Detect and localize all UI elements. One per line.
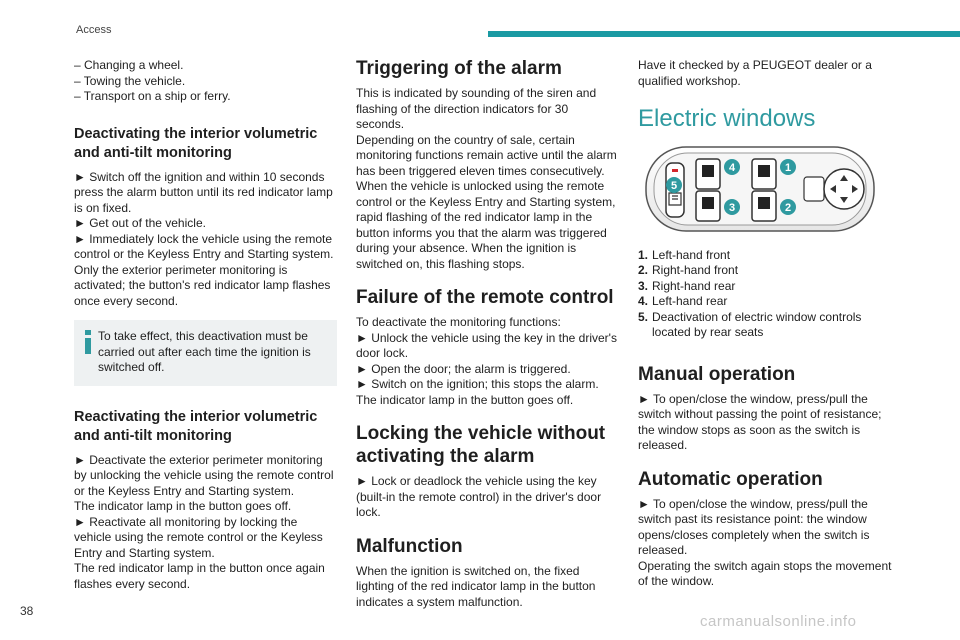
malfunction-heading: Malfunction xyxy=(356,535,463,557)
callout-label: 4 xyxy=(728,162,736,174)
callout-label: 1 xyxy=(784,162,792,174)
column-left xyxy=(74,58,337,592)
manual-operation-heading: Manual operation xyxy=(638,363,796,385)
paragraph: Operating the switch again stops the movement of the window. xyxy=(638,558,892,588)
paragraph: The indicator lamp in the button goes off. xyxy=(356,392,574,407)
section-title: Access xyxy=(76,24,112,36)
paragraph: ► Reactivate all monitoring by locking the vehicle using the remote control or the Keyless Entry and Starting system. xyxy=(74,514,323,560)
list-item: – Transport on a ship or ferry. xyxy=(74,89,337,105)
callout-label: 2 xyxy=(784,202,792,214)
info-icon xyxy=(85,330,91,354)
info-box xyxy=(74,320,337,386)
paragraph: ► Switch off the ignition and within 10 seconds press the alarm button until its red indicator lamp is on fixed. xyxy=(74,169,333,215)
paragraph: The indicator lamp in the button goes off. xyxy=(74,499,292,513)
list-item: 3. Right-hand rear xyxy=(638,278,736,293)
list-item: – Changing a wheel. xyxy=(74,58,337,74)
list-item: – Towing the vehicle. xyxy=(74,74,337,90)
paragraph: ► Deactivate the exterior perimeter monitoring by unlocking the vehicle using the remote control or the Keyless Entry and Starting system. xyxy=(74,452,334,498)
paragraph: ► To open/close the window, press/pull the switch without passing the point of resistance; the window stops as soon as the switch is released. xyxy=(638,391,882,452)
paragraph: To deactivate the monitoring functions: xyxy=(356,315,561,329)
page-number: 38 xyxy=(20,604,34,618)
paragraph: ► Immediately lock the vehicle using the remote control or the Keyless Entry and Starting system. xyxy=(74,231,334,261)
paragraph: ► Switch on the ignition; this stops the alarm. xyxy=(356,377,599,391)
list-item: 1. Left-hand front xyxy=(638,247,731,262)
column-middle xyxy=(356,58,619,610)
info-text: To take effect, this deactivation must be carried out after each time the ignition is switched off. xyxy=(98,329,311,374)
paragraph: When the ignition is switched on, the fixed lighting of the red indicator lamp in the button indicates a system malfunction. xyxy=(356,563,596,609)
list-item: 2. Right-hand front xyxy=(638,263,739,277)
paragraph: Only the exterior perimeter monitoring is activated; the button's red indicator lamp flashes once every second. xyxy=(74,262,331,308)
paragraph: This is indicated by sounding of the siren and flashing of the direction indicators for 30 seconds. xyxy=(356,86,597,131)
paragraph: The red indicator lamp in the button once again flashes every second. xyxy=(74,561,325,591)
indicator-lamp-icon xyxy=(672,169,678,172)
paragraph: ► Lock or deadlock the vehicle using the key (built-in the remote control) in the driver's door lock. xyxy=(356,474,602,519)
paragraph: ► Open the door; the alarm is triggered. xyxy=(356,361,571,376)
paragraph: ► To open/close the window, press/pull the switch past its resistance point: the window opens/closes completely when the switch is released. xyxy=(638,496,870,557)
electric-windows-heading: Electric windows xyxy=(638,105,816,132)
list-item: 4. Left-hand rear xyxy=(638,294,728,308)
intro-list xyxy=(74,58,337,105)
paragraph: ► Unlock the vehicle using the key in the driver's door lock. xyxy=(356,330,617,360)
reactivating-heading: Reactivating the interior volumetric and anti-tilt monitoring xyxy=(74,408,318,444)
header-accent-bar xyxy=(488,31,960,37)
paragraph: ► Get out of the vehicle. xyxy=(74,216,206,230)
watermark: carmanualsonline.info xyxy=(700,613,857,630)
triggering-heading: Triggering of the alarm xyxy=(356,58,562,79)
column-right xyxy=(638,58,901,590)
callout-label: 5 xyxy=(670,180,678,192)
paragraph: Depending on the country of sale, certain monitoring functions remain active until the alarm has been triggered eleven times consecutively. xyxy=(356,132,617,178)
callout-label: 3 xyxy=(728,202,736,214)
paragraph: When the vehicle is unlocked using the remote control or the Keyless Entry and Starting system, rapid flashing of the red indicator lamp in the button informs you that the alarm was triggered during your absence. When the ignition is switched on, this flashing stops. xyxy=(356,179,616,271)
deactivating-heading: Deactivating the interior volumetric and anti-tilt monitoring xyxy=(74,125,318,161)
list-item: 5. Deactivation of electric window controls located by rear seats xyxy=(638,309,862,339)
paragraph: Have it checked by a PEUGEOT dealer or a qualified workshop. xyxy=(638,58,872,88)
locking-heading: Locking the vehicle without activating the alarm xyxy=(356,423,606,467)
switch-legend xyxy=(638,248,901,341)
automatic-operation-heading: Automatic operation xyxy=(638,468,823,490)
failure-heading: Failure of the remote control xyxy=(356,287,614,308)
window-switch-panel-illustration xyxy=(644,145,876,233)
